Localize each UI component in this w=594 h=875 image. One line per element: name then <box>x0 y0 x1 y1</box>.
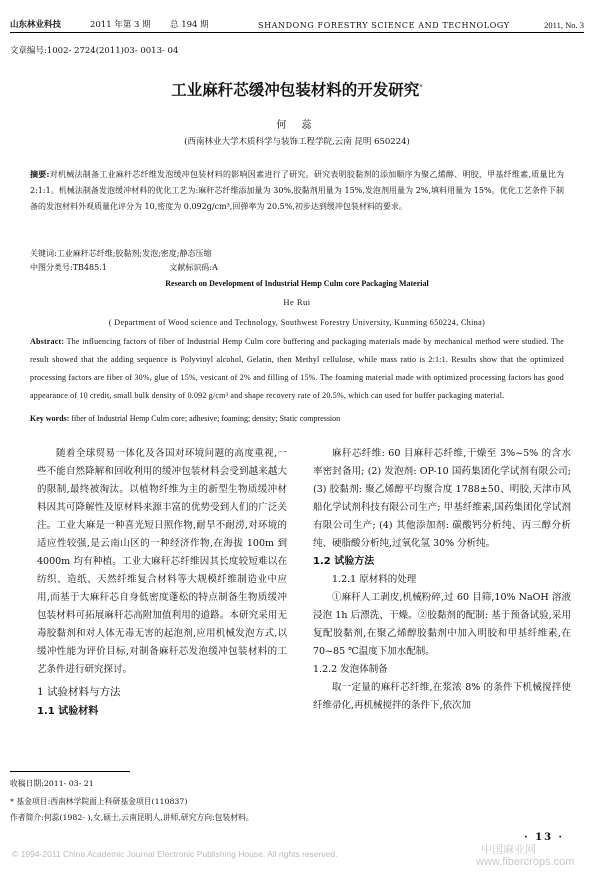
clc-label: 中图分类号: <box>30 263 73 272</box>
materials-paragraph: 麻秆芯纤维: 60 目麻秆芯纤维,干燥至 3%~5% 的含水率密封备用; (2) 发泡剂: OP-10 国药集团化学试剂有限公司; (3) 胶黏剂: 聚乙烯醇平均聚合度 1788±50、明胶,天津市风船化学试剂科技有限公司生产; 甲基纤维素,国药集团化学试剂有限公司生产; (4) 其他添加剂: 碳酸钙分析纯、丙三醇分析纯、硬脂酸分析纯,过氧化氢 30% 分析纯。 <box>313 448 571 549</box>
title-fund-mark: * <box>419 82 423 91</box>
keywords-label: 关键词: <box>30 249 57 258</box>
english-abstract-label: Abstract: <box>30 337 65 346</box>
keywords-cn <box>30 247 564 261</box>
abstract-text: 对机械法制备工业麻秆芯纤维发泡缓冲包装材料的影响因素进行了研究。研究表明胶黏剂的添加顺序为聚乙烯醇、明胶、甲基纤维素,质量比为 2:1:1。机械法制备发泡缓冲材料的优化工艺为:麻秆芯纤维添加量为 30%,胶黏剂用量为 15%,发泡剂用量为 2%,填料用量为 15%。优化工艺条件下制备的发泡材料外观质量化评分为 10,密度为 0.092g/cm³,回弹率为 20.5%,初步达到缓冲包装材料的要求。 <box>30 170 564 211</box>
foam-prep-paragraph: 取一定量的麻秆芯纤维,在浆浓 8% 的条件下机械搅拌使纤维帚化,再机械搅拌的条件下,依次加 <box>313 682 571 711</box>
footnote-received: 收稿日期:2011- 03- 21 <box>10 779 94 788</box>
affiliation: (西南林业大学木质科学与装饰工程学院,云南 昆明 650224) <box>184 137 410 147</box>
article-number: 文章编号:1002- 2724(2011)03- 0013- 04 <box>10 46 179 56</box>
footnote-divider <box>10 771 130 772</box>
watermark-url: www.fibercrops.com <box>476 856 575 868</box>
section-1-2-heading: 1.2 试验方法 <box>313 556 375 567</box>
header-total-issue: 总 194 期 <box>170 20 209 30</box>
copyright-line: © 1994-2011 China Academic Journal Electronic Publishing House. All rights reserved. <box>12 849 338 859</box>
section-1-1-heading: 1.1 试验材料 <box>37 706 99 717</box>
english-abstract-text: The influencing factors of fiber of Industrial Hemp Culm core buffering and packaging materials made by mechanical method were studied. The result showed that the adding sequence is Polyvinyl alcohol, Gelatin, then Methyl cellulose, while mass ratio is 2:1:1. Results show that the optimized processing factors are fiber of 30%, glue of 15%, vesicant of 2% and filling of 15%. The foaming material made with optimized processing factors has good appearance of 10 credit, small bulk density of 0.092 g/cm³ and shape recovery rate of 20.5%, which can used for buffer packaging material. <box>30 337 564 400</box>
header-journal-en: SHANDONG FORESTRY SCIENCE AND TECHNOLOGY <box>258 21 510 30</box>
intro-paragraph: 随着全球贸易一体化及各国对环境问题的高度重视,一些不能自然降解和回收利用的缓冲包装材料会受到越来越大的限制,最终被淘汰。以植物纤维为主的新型生物质缓冲材料因其可降解性及原材料来源丰富的优势受到人们的广泛关注。工业大麻是一种喜光短日照作物,耐旱不耐涝,对环境的适应性较强,是云南山区的一种经济作物,在海拔 100m 到 4000m 均有种植。工业大麻秆芯纤维因其长度较短难以在纺织、造纸、天然纤维复合材料等大规模纤维制造业中应用,而基于大麻秆芯自身低密度蓬松的特点制备生物质缓冲包装材料可拓展麻秆芯高附加值利用的道路。本研究采用无毒胶黏剂和对人体无毒无害的起泡剂,应用机械发泡方式,以缓冲性能为评价目标,对制备麻秆芯发泡缓冲包装材料的工艺条件进行研究探讨。 <box>37 448 287 675</box>
keywords-text: 工业麻秆芯纤维;胶黏剂;发泡;密度;静态压缩 <box>56 249 212 258</box>
abstract-label: 摘要: <box>30 169 50 179</box>
header-journal: 山东林业科技 <box>10 20 62 30</box>
doc-code-label: 文献标识码: <box>169 263 213 272</box>
page-number: · 13 · <box>524 832 564 843</box>
header-issue-no: 2011, No. 3 <box>544 20 584 30</box>
classification <box>30 262 550 273</box>
english-keywords <box>30 414 564 423</box>
body-right-column <box>313 445 571 715</box>
english-keywords-label: Key words: <box>30 414 70 423</box>
raw-material-paragraph: ①麻秆人工剥皮,机械粉碎,过 60 目筛,10% NaOH 溶液浸泡 1h 后漂洗、干燥。②胶黏剂的配制: 基于预备试验,采用复配胶黏剂,在聚乙烯醇胶黏剂中加入明胶和甲基纤维素,在 70~85 ℃温度下加水配制。 <box>313 592 571 657</box>
clc-value: TB485.1 <box>72 263 107 272</box>
english-abstract <box>30 333 564 405</box>
footnote-fund: * 基金项目:西南林学院面上科研基金项目(110837) <box>10 797 188 806</box>
author: 何 蕊 <box>276 120 318 131</box>
english-keywords-text: fiber of Industrial Hemp Culm core; adhesive; foaming; density; Static compression <box>71 414 341 423</box>
header-year-issue: 2011 年第 3 期 <box>90 20 151 30</box>
watermark-cn: 中国麻业网 <box>481 844 536 856</box>
english-title: Research on Development of Industrial Hemp Culm core Packaging Material <box>165 279 429 288</box>
english-author: He Rui <box>283 297 311 307</box>
running-header <box>10 8 584 33</box>
paper-title <box>0 78 594 100</box>
english-affiliation: ( Department of Wood science and Technology, Southwest Forestry University, Kunming 650224, China) <box>108 318 486 327</box>
section-1-heading: 1 试验材料与方法 <box>37 686 121 698</box>
section-1-2-2-heading: 1.2.2 发泡体制备 <box>313 664 388 675</box>
footnote-bio: 作者简介:何蕊(1982- ),女,硕士,云南昆明人,讲师,研究方向:包装材料。 <box>10 813 254 822</box>
abstract-cn <box>30 166 564 215</box>
body-left-column <box>37 445 287 721</box>
doc-code-value: A <box>212 263 218 272</box>
section-1-2-1-heading: 1.2.1 原材料的处理 <box>332 574 417 585</box>
title-text: 工业麻秆芯缓冲包装材料的开发研究 <box>171 81 420 99</box>
